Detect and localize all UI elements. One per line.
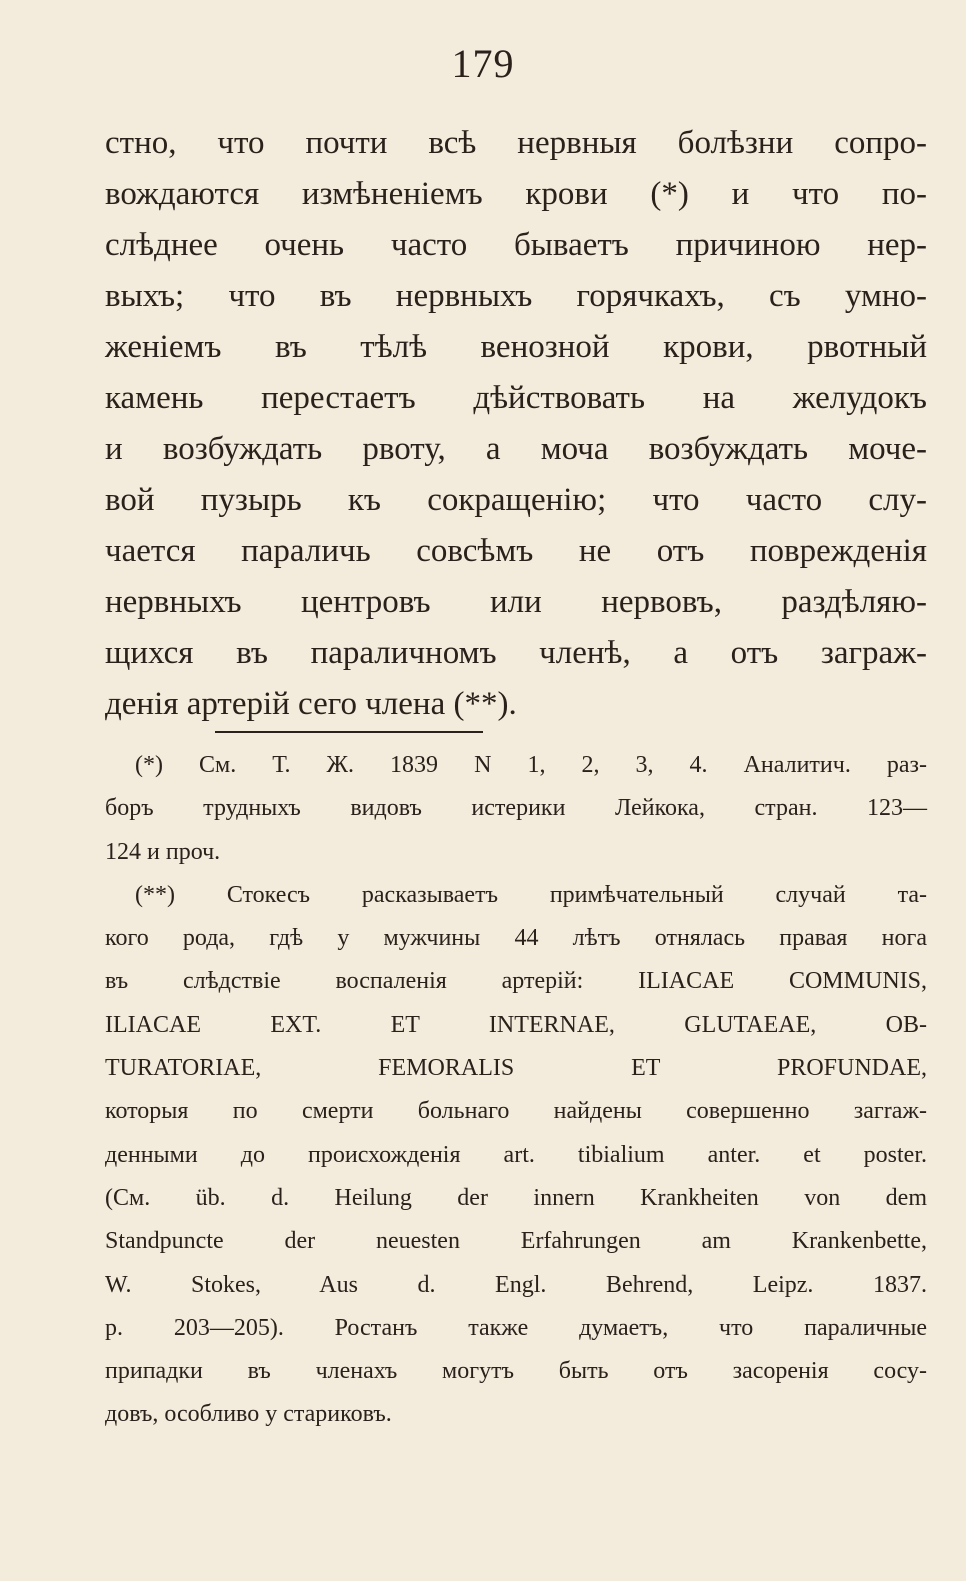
footnote-line: ILIACAE EXT. ET INTERNAE, GLUTAEAE, OB-: [105, 1011, 927, 1038]
footnote-line: p. 203—205). Ростанъ также думаетъ, что параличные: [105, 1314, 927, 1341]
footnote-divider: [215, 731, 483, 733]
main-text-line: и возбуждать рвоту, а моча возбуждать моче-: [105, 431, 927, 467]
footnote-line: довъ, особливо у стариковъ.: [105, 1401, 392, 1428]
footnote-line: въ слѣдствіе воспаленія артерій: ILIACAE COMMUNIS,: [105, 968, 927, 995]
main-text-line: щихся въ параличномъ членѣ, а отъ заграж-: [105, 635, 927, 671]
footnote-line: Standpuncte der neuesten Erfahrungen am Krankenbette,: [105, 1228, 927, 1255]
main-text-line: чается параличь совсѣмъ не отъ поврежденія: [105, 533, 927, 569]
footnote-line: (*) См. Т. Ж. 1839 N 1, 2, 3, 4. Аналитич. раз-: [135, 752, 927, 778]
main-text-line: вой пузырь къ сокращенію; что часто слу-: [105, 482, 927, 518]
footnote-line: W. Stokes, Aus d. Engl. Behrend, Leipz. 1837.: [105, 1271, 927, 1298]
main-text: [105, 118, 927, 730]
main-text-line: выхъ; что въ нервныхъ горячкахъ, съ умно-: [105, 278, 927, 314]
footnote-line: кого рода, гдѣ у мужчины 44 лѣтъ отнялась правая нога: [105, 925, 927, 952]
footnote-line: TURATORIAE, FEMORALIS ET PROFUNDAE,: [105, 1055, 927, 1082]
main-text-line: камень перестаетъ дѣйствовать на желудокъ: [105, 380, 927, 416]
footnote-line: денными до происхожденія art. tibialium anter. et poster.: [105, 1141, 927, 1168]
page-number: 179: [451, 41, 515, 86]
footnotes: [105, 744, 927, 1437]
footnote-line: которыя по смерти больнаго найдены совершенно загraж-: [105, 1098, 927, 1125]
footnote-line: припадки въ членахъ могутъ быть отъ засоренія сосу-: [105, 1358, 927, 1385]
footnote-line: (**) Стокесъ расказываетъ примѣчательный случай та-: [135, 881, 927, 908]
main-text-line: слѣднее очень часто бываетъ причиною нер-: [105, 227, 927, 263]
main-text-line: женіемъ въ тѣлѣ венозной крови, рвотный: [105, 329, 927, 365]
main-text-line: денія артерій сего члена (**).: [105, 686, 517, 722]
footnote-line: боръ трудныхъ видовъ истерики Лейкока, стран. 123—: [105, 795, 927, 822]
main-text-line: вождаются измѣненіемъ крови (*) и что по-: [105, 176, 927, 212]
main-text-line: стно, что почти всѣ нервныя болѣзни сопро-: [105, 125, 927, 161]
main-text-line: нервныхъ центровъ или нервовъ, раздѣляю-: [105, 584, 927, 620]
footnote-line: 124 и проч.: [105, 838, 221, 865]
footnote-line: (См. üb. d. Heilung der innern Krankheiten von dem: [105, 1184, 927, 1211]
